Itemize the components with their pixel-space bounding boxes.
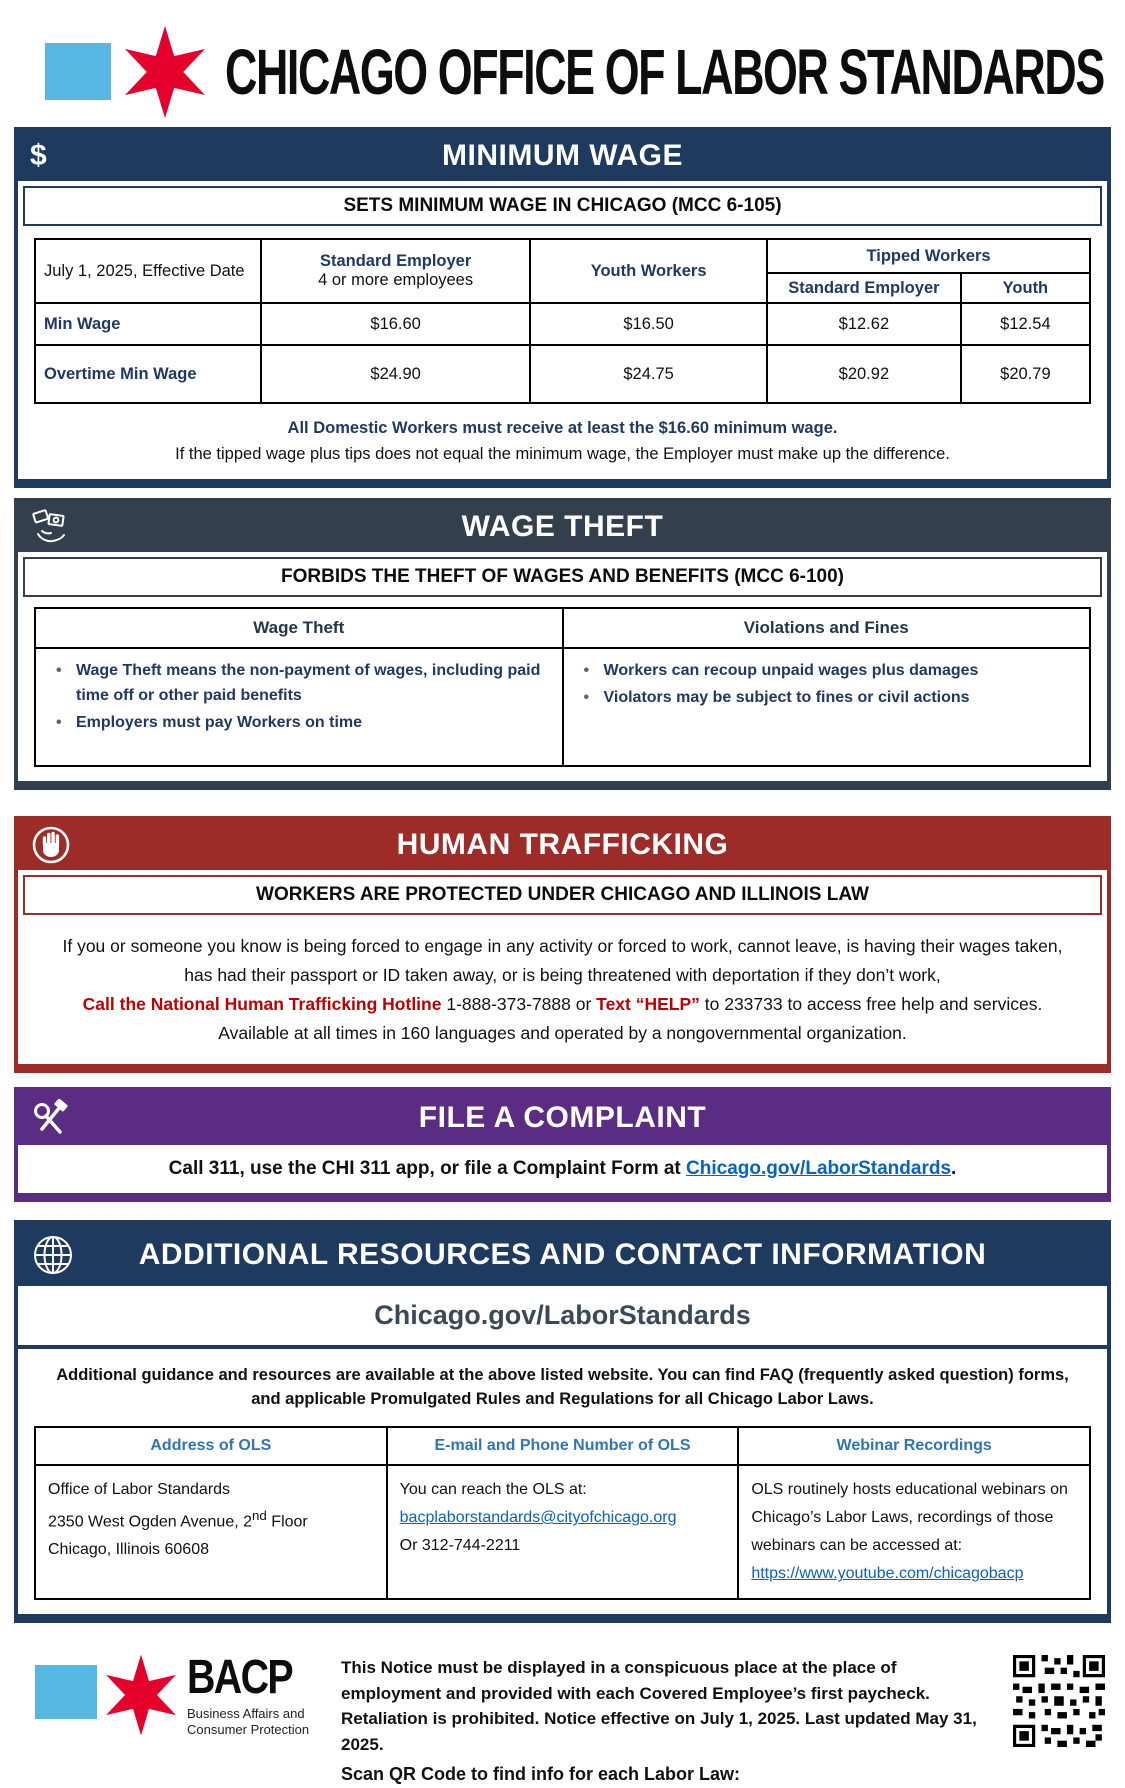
wage-theft-title: WAGE THEFT: [461, 510, 664, 544]
contact-table: [34, 1426, 1091, 1600]
email-cell: [387, 1465, 739, 1599]
address-line: Chicago, Illinois 60608: [48, 1541, 209, 1559]
human-trafficking-subtitle: WORKERS ARE PROTECTED UNDER CHICAGO AND ILLINOIS LAW: [23, 875, 1102, 915]
address-cell: [35, 1465, 387, 1599]
list-item: • Violators may be subject to fines or civil actions: [578, 686, 1076, 711]
overtime-tipped-youth: $20.79: [961, 345, 1090, 403]
min-wage-tipped-youth: $12.54: [961, 303, 1090, 345]
email-col-header: E-mail and Phone Number of OLS: [387, 1427, 739, 1465]
footer-notice: [315, 1653, 1013, 1788]
notice-text: This Notice must be displayed in a conspicuous place at the place of employment and provided with each Covered Employee’s first paycheck. Retaliation is prohibited. Notice effective on July 1, 2025. Last updated May 31, 2025.: [341, 1658, 977, 1754]
table-row: [35, 345, 1090, 403]
scan-qr-text: Scan QR Code to find info for each Labor Law:: [341, 1764, 741, 1785]
bacp-flag-square: [35, 1665, 97, 1719]
wage-theft-section: [14, 498, 1111, 790]
address-line: 2350 West Ogden Avenue, 2nd Floor: [48, 1508, 308, 1531]
complaint-text-after: .: [951, 1157, 957, 1179]
bacp-wordmark-block: [187, 1653, 315, 1738]
human-trafficking-body: [18, 920, 1107, 1064]
address-col-header: Address of OLS: [35, 1427, 387, 1465]
wage-theft-subtitle: FORBIDS THE THEFT OF WAGES AND BENEFITS (MCC 6-100): [23, 557, 1102, 597]
wage-theft-table: [34, 607, 1091, 767]
resources-title: ADDITIONAL RESOURCES AND CONTACT INFORMATION: [138, 1237, 987, 1271]
minimum-wage-section: [14, 127, 1111, 488]
file-complaint-band: [23, 1150, 1102, 1188]
webinar-text: OLS routinely hosts educational webinars on Chicago’s Labor Laws, recordings of those webinars can be accessed at:: [751, 1481, 1068, 1555]
bacp-wordmark: BACP: [187, 1651, 292, 1705]
min-wage-standard: $16.60: [261, 303, 530, 345]
complaint-text-before: Call 311, use the CHI 311 app, or file a Complaint Form at: [168, 1157, 687, 1179]
footer: [0, 1639, 1125, 1788]
standard-employer-header: Standard Employer 4 or more employees: [261, 239, 530, 303]
address-line: Office of Labor Standards: [48, 1481, 231, 1499]
hotline-end: to 233733 to access free help and services.: [699, 993, 1043, 1014]
bacp-star-icon: [99, 1653, 183, 1737]
minimum-wage-subtitle: SETS MINIMUM WAGE IN CHICAGO (MCC 6-105): [23, 186, 1102, 226]
resources-header: [18, 1224, 1107, 1286]
hand-with-money-icon: [30, 507, 70, 547]
table-row: [35, 303, 1090, 345]
overtime-min-wage-label: Overtime Min Wage: [35, 345, 261, 403]
hotline-number: 1-888-373-7888 or: [441, 993, 597, 1014]
trafficking-intro-text: If you or someone you know is being forced to engage in any activity or forced to work, cannot leave, is having their wages taken, has had their passport or ID taken away, or is being threatened with deportation if they don’t work,: [62, 936, 1063, 985]
min-wage-youth: $16.50: [530, 303, 767, 345]
minimum-wage-notes: [18, 414, 1107, 479]
youth-workers-header: Youth Workers: [530, 239, 767, 303]
page-title: CHICAGO OFFICE OF LABOR STANDARDS: [225, 35, 1104, 108]
chicago-star-icon: [117, 24, 213, 120]
domestic-workers-note: All Domestic Workers must receive at least the $16.60 minimum wage.: [287, 419, 838, 437]
magnifier-gavel-icon: [30, 1099, 72, 1137]
list-item: • Employers must pay Workers on time: [50, 711, 548, 736]
file-complaint-title: FILE A COMPLAINT: [418, 1100, 707, 1134]
raised-hand-icon: [30, 824, 72, 866]
resources-section: [14, 1220, 1111, 1624]
brand-header: [0, 0, 1125, 127]
wage-theft-bullets-cell: [35, 648, 563, 766]
tipped-standard-header: Standard Employer: [767, 273, 961, 303]
human-trafficking-section: [14, 816, 1111, 1073]
effective-date-cell: July 1, 2025, Effective Date: [35, 239, 261, 303]
human-trafficking-header: [18, 820, 1107, 870]
overtime-standard: $24.90: [261, 345, 530, 403]
hotline-label: Call the National Human Trafficking Hotline: [82, 993, 442, 1014]
min-wage-label: Min Wage: [35, 303, 261, 345]
tipped-youth-header: Youth: [961, 273, 1090, 303]
tipped-wage-note: If the tipped wage plus tips does not equal the minimum wage, the Employer must make up the difference.: [175, 444, 950, 463]
webinar-col-header: Webinar Recordings: [738, 1427, 1090, 1465]
overtime-youth: $24.75: [530, 345, 767, 403]
resources-intro: Additional guidance and resources are available at the above listed website. You can find FAQ (frequently asked question) forms, and applicable Promulgated Rules and Regulations for all Chicago Labor Laws.: [56, 1365, 1069, 1409]
trafficking-hotline-line: [46, 990, 1079, 1019]
text-help-label: Text “HELP”: [596, 993, 700, 1014]
dollar-icon: $: [30, 139, 47, 172]
min-wage-tipped-standard: $12.62: [767, 303, 961, 345]
bacp-subtext: Business Affairs and Consumer Protection: [187, 1705, 310, 1737]
trafficking-availability-text: Available at all times in 160 languages and operated by a nongovernmental organization.: [218, 1022, 907, 1043]
qr-code: [1013, 1655, 1105, 1747]
minimum-wage-table: [34, 238, 1091, 404]
tipped-workers-header: Tipped Workers: [767, 239, 1090, 273]
human-trafficking-title: HUMAN TRAFFICKING: [396, 828, 729, 862]
youtube-link[interactable]: https://www.youtube.com/chicagobacp: [751, 1565, 1024, 1583]
globe-icon: [30, 1232, 76, 1278]
resources-website: Chicago.gov/LaborStandards: [18, 1286, 1107, 1349]
webinar-cell: [738, 1465, 1090, 1599]
wage-theft-col-header: Wage Theft: [35, 608, 563, 648]
file-complaint-header: [18, 1091, 1107, 1145]
wage-theft-header: [18, 502, 1107, 552]
email-intro: You can reach the OLS at:: [399, 1481, 587, 1499]
minimum-wage-header: [18, 131, 1107, 181]
email-link[interactable]: bacplaborstandards@cityofchicago.org: [399, 1509, 677, 1527]
labor-standards-link[interactable]: Chicago.gov/LaborStandards: [686, 1157, 952, 1179]
violations-col-header: Violations and Fines: [563, 608, 1091, 648]
overtime-tipped-standard: $20.92: [767, 345, 961, 403]
phone-number: Or 312-744-2211: [399, 1537, 521, 1555]
chicago-flag-square: [45, 43, 111, 100]
file-complaint-section: [14, 1087, 1111, 1202]
list-item: • Wage Theft means the non-payment of wages, including paid time off or other paid benefits: [50, 659, 548, 709]
bacp-logo: [35, 1653, 315, 1738]
violations-bullets-cell: [563, 648, 1091, 766]
minimum-wage-title: MINIMUM WAGE: [442, 139, 683, 172]
list-item: • Workers can recoup unpaid wages plus damages: [578, 659, 1076, 684]
